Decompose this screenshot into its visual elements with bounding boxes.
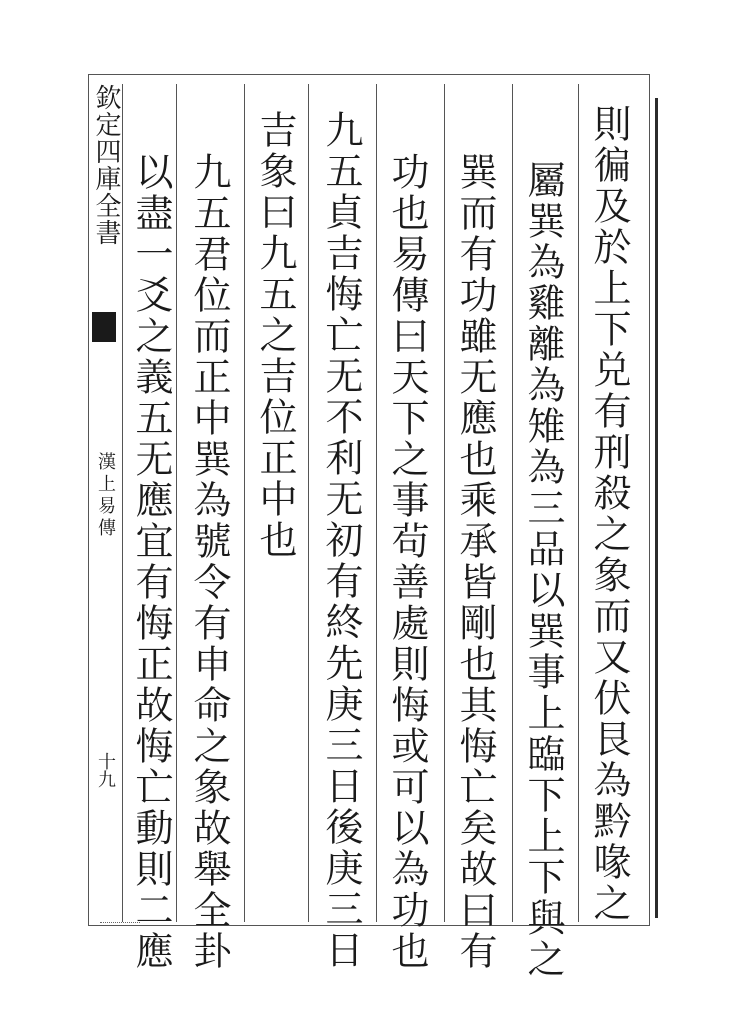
frame-line <box>376 84 377 922</box>
text-column-7: 九五君位而正中巽為號令有申命之象故舉全卦 <box>187 152 231 972</box>
margin-book-title: 欽定四庫全書 <box>91 84 121 246</box>
frame-line <box>176 84 177 922</box>
frame-line <box>512 84 513 922</box>
frame-line <box>244 84 245 922</box>
margin-rule <box>655 98 658 918</box>
frame-line <box>444 84 445 922</box>
text-column-2: 屬巽為雞離為雉為三品以巽事上臨下上下與之 <box>521 160 565 980</box>
text-column-4: 功也易傳曰天下之事茍善處則悔或可以為功也 <box>385 152 429 972</box>
margin-square-mark <box>92 312 116 342</box>
text-column-8: 以盡一爻之義五无應宜有悔正故悔亡動則二應 <box>129 152 173 972</box>
frame-line <box>308 84 309 922</box>
text-column-1: 則徧及於上下兑有刑殺之象而又伏艮為黔喙之 <box>587 104 631 924</box>
margin-chapter-title: 漢上易傳 <box>95 452 116 540</box>
frame-line <box>122 84 123 922</box>
frame-line <box>578 84 579 922</box>
text-column-3: 巽而有功雖无應也乘承皆剛也其悔亡矣故曰有 <box>453 152 497 972</box>
margin-page-number: 十九 <box>95 752 116 788</box>
text-column-6: 吉象曰九五之吉位正中也 <box>253 110 297 561</box>
text-column-5: 九五貞吉悔亡无不利无初有終先庚三日後庚三日 <box>319 110 363 971</box>
